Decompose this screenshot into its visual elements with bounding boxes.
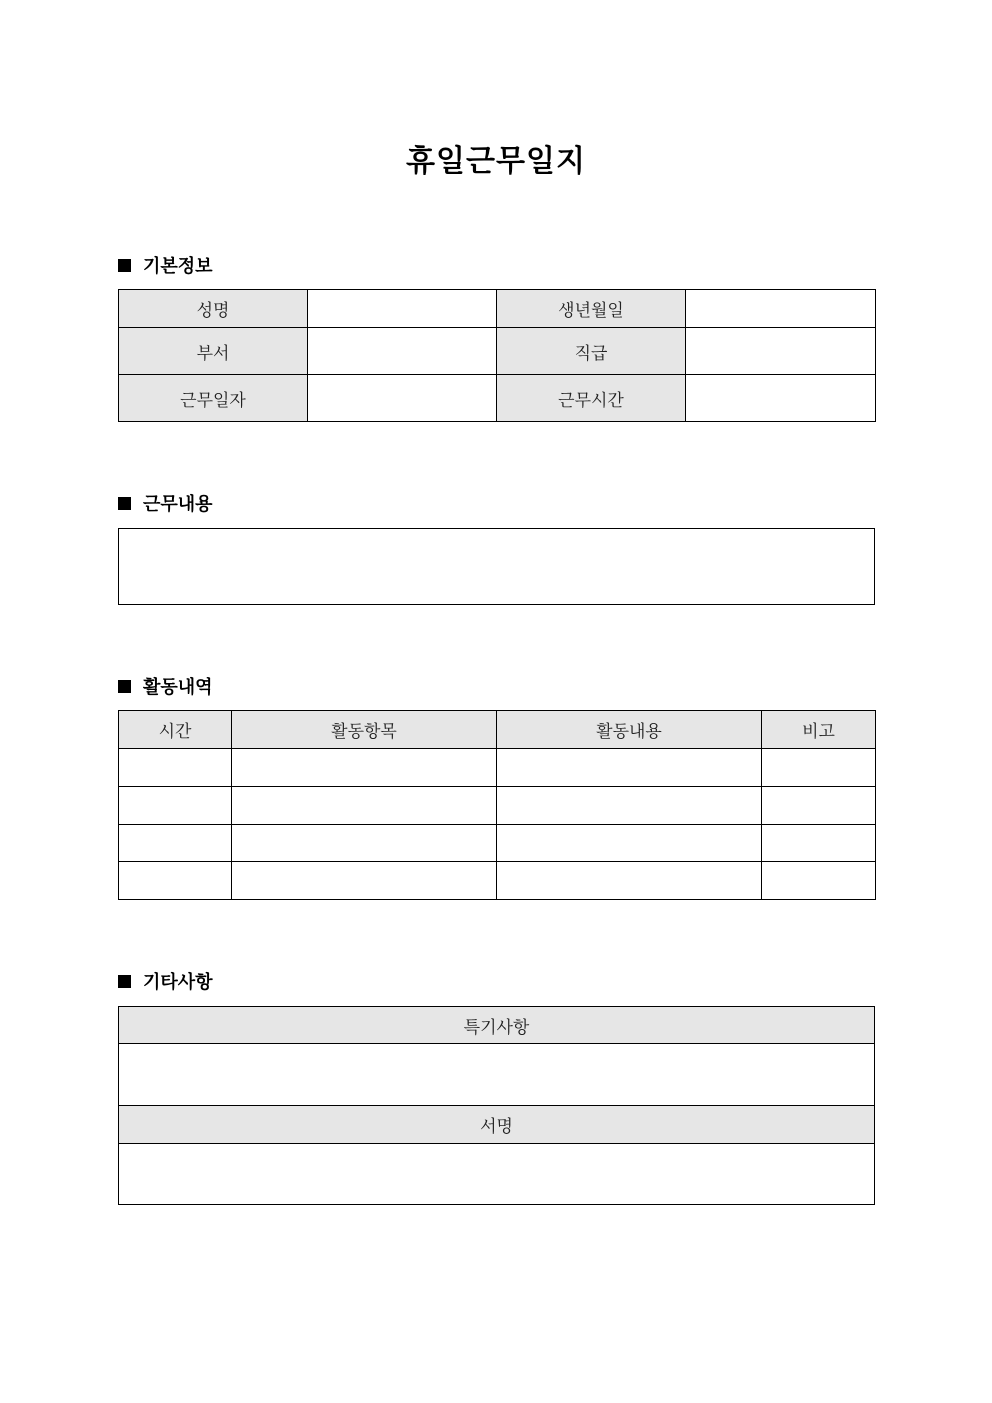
- activity-content-cell[interactable]: [497, 787, 762, 825]
- time-cell[interactable]: [119, 787, 232, 825]
- page-title: 휴일근무일지: [406, 144, 586, 179]
- department-field[interactable]: [308, 328, 497, 375]
- table-row: [119, 1044, 875, 1106]
- table-row: [119, 375, 876, 422]
- activity-item-cell[interactable]: [232, 862, 497, 900]
- table-header-row: [119, 711, 876, 749]
- time-cell[interactable]: [119, 862, 232, 900]
- label-department: 부서: [119, 328, 308, 375]
- activity-content-cell[interactable]: [497, 749, 762, 787]
- section-heading-label: 기본정보: [143, 256, 213, 277]
- activity-table: [118, 710, 876, 900]
- time-cell[interactable]: [119, 825, 232, 862]
- table-row: [119, 1144, 875, 1205]
- section-heading-work-content: [118, 491, 213, 515]
- remarks-cell[interactable]: [762, 862, 876, 900]
- square-bullet-icon: [118, 497, 131, 510]
- work-content-table: [118, 528, 875, 605]
- special-notes-label: 특기사항: [119, 1007, 875, 1044]
- work-content-field[interactable]: [119, 529, 875, 605]
- section-heading-label: 기타사항: [143, 972, 213, 993]
- table-row: [119, 290, 876, 328]
- table-header-row: [119, 1007, 875, 1044]
- activity-content-cell[interactable]: [497, 862, 762, 900]
- table-row: [119, 825, 876, 862]
- square-bullet-icon: [118, 259, 131, 272]
- column-header-time: 시간: [119, 711, 232, 749]
- table-row: [119, 328, 876, 375]
- label-name: 성명: [119, 290, 308, 328]
- column-header-remarks: 비고: [762, 711, 876, 749]
- activity-content-cell[interactable]: [497, 825, 762, 862]
- column-header-activity-item: 활동항목: [232, 711, 497, 749]
- section-heading-label: 근무내용: [143, 494, 213, 515]
- special-notes-field[interactable]: [119, 1044, 875, 1106]
- section-heading-label: 활동내역: [143, 677, 213, 698]
- section-heading-activity: [118, 674, 213, 698]
- label-birthdate: 생년월일: [497, 290, 686, 328]
- table-row: [119, 749, 876, 787]
- label-work-hours: 근무시간: [497, 375, 686, 422]
- remarks-cell[interactable]: [762, 749, 876, 787]
- activity-item-cell[interactable]: [232, 787, 497, 825]
- remarks-cell[interactable]: [762, 825, 876, 862]
- etc-table: [118, 1006, 875, 1205]
- label-position: 직급: [497, 328, 686, 375]
- square-bullet-icon: [118, 680, 131, 693]
- remarks-cell[interactable]: [762, 787, 876, 825]
- section-heading-basic-info: [118, 253, 213, 277]
- birthdate-field[interactable]: [686, 290, 876, 328]
- position-field[interactable]: [686, 328, 876, 375]
- square-bullet-icon: [118, 975, 131, 988]
- table-row: [119, 529, 875, 605]
- activity-item-cell[interactable]: [232, 749, 497, 787]
- table-row: [119, 862, 876, 900]
- table-header-row: [119, 1106, 875, 1144]
- label-work-date: 근무일자: [119, 375, 308, 422]
- column-header-activity-content: 활동내용: [497, 711, 762, 749]
- activity-item-cell[interactable]: [232, 825, 497, 862]
- name-field[interactable]: [308, 290, 497, 328]
- signature-field[interactable]: [119, 1144, 875, 1205]
- time-cell[interactable]: [119, 749, 232, 787]
- signature-label: 서명: [119, 1106, 875, 1144]
- work-hours-field[interactable]: [686, 375, 876, 422]
- section-heading-etc: [118, 969, 213, 993]
- work-date-field[interactable]: [308, 375, 497, 422]
- basic-info-table: [118, 289, 876, 422]
- table-row: [119, 787, 876, 825]
